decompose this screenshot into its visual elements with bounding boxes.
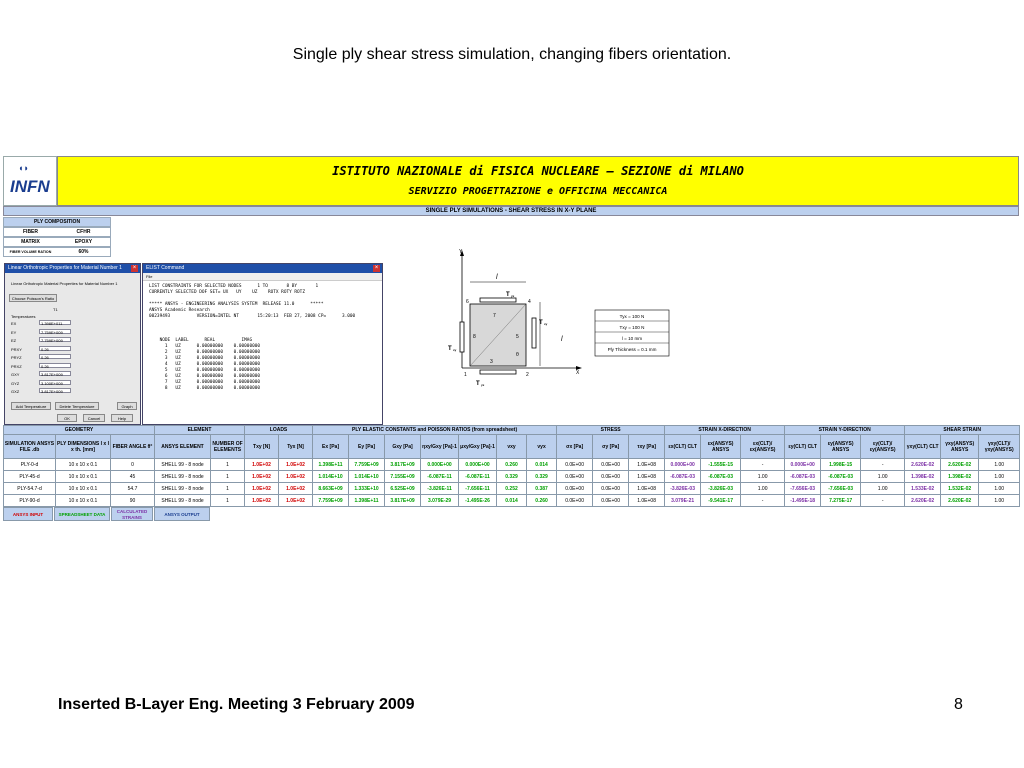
table-cell: -3.826E-03 bbox=[701, 483, 741, 495]
table-cell: -1.555E-15 bbox=[701, 459, 741, 471]
column-header: SIMULATION ANSYS FILE .db bbox=[4, 435, 56, 459]
graph-button[interactable]: Graph bbox=[117, 402, 137, 410]
elist-command-window[interactable] bbox=[142, 263, 383, 425]
material-field-input[interactable]: 3.817E+009 bbox=[39, 388, 71, 393]
table-cell: 1.0E+02 bbox=[245, 495, 279, 507]
table-cell: 1.014E+10 bbox=[349, 471, 385, 483]
column-header: σx [Pa] bbox=[557, 435, 593, 459]
legend-thickness: Ply Thickness = 0.1 mm bbox=[607, 347, 657, 352]
table-cell: 0.329 bbox=[497, 471, 527, 483]
table-cell: 3.079E-29 bbox=[421, 495, 459, 507]
table-cell: -1.495E-18 bbox=[785, 495, 821, 507]
table-cell: SHELL 99 - 8 node bbox=[155, 471, 211, 483]
column-header: FIBER ANGLE θ° bbox=[111, 435, 155, 459]
table-cell: -6.087E-03 bbox=[701, 471, 741, 483]
table-cell: 0.0E+00 bbox=[557, 483, 593, 495]
table-cell: -3.826E-03 bbox=[665, 483, 701, 495]
tau-right-sub: xy bbox=[544, 322, 548, 326]
material-field-input[interactable]: 7.759E+009 bbox=[39, 329, 71, 334]
table-cell: -6.087E-11 bbox=[421, 471, 459, 483]
table-cell: 3.817E+09 bbox=[385, 495, 421, 507]
table-cell: 0.0E+00 bbox=[593, 471, 629, 483]
group-geometry: GEOMETRY bbox=[4, 426, 155, 435]
material-field-input[interactable]: 0.26 bbox=[39, 354, 71, 359]
table-cell: 0.014 bbox=[497, 495, 527, 507]
table-cell: 1.014E+10 bbox=[313, 471, 349, 483]
material-field-label: PRYZ bbox=[11, 355, 22, 360]
table-cell: 1.0E+02 bbox=[279, 495, 313, 507]
column-header: νxy bbox=[497, 435, 527, 459]
table-cell: 1.00 bbox=[861, 471, 905, 483]
logo-mark-icon: ◖◗ bbox=[18, 163, 29, 173]
column-header: εx(ANSYS) ANSYS bbox=[701, 435, 741, 459]
material-properties-window[interactable] bbox=[4, 263, 141, 425]
column-header: ηxy/Gxy [Pa]-1 bbox=[421, 435, 459, 459]
dim-label-side: l bbox=[561, 336, 563, 343]
column-header: Tyx [N] bbox=[279, 435, 313, 459]
table-cell: 1.0E+02 bbox=[279, 471, 313, 483]
table-cell: 1.0E+08 bbox=[629, 459, 665, 471]
table-cell: - bbox=[741, 459, 785, 471]
material-field-label: EX bbox=[11, 321, 17, 326]
node-8: 8 bbox=[473, 334, 476, 340]
table-cell: -3.826E-11 bbox=[421, 483, 459, 495]
results-table bbox=[3, 425, 1020, 507]
table-cell: 0.014 bbox=[527, 459, 557, 471]
table-cell: 0.000E+00 bbox=[459, 459, 497, 471]
column-header: μxy/Gxy [Pa]-1 bbox=[459, 435, 497, 459]
table-cell: PLY-90-d bbox=[4, 495, 56, 507]
table-cell: -6.087E-03 bbox=[665, 471, 701, 483]
table-cell: 0.0E+00 bbox=[557, 471, 593, 483]
elist-titlebar[interactable]: ELIST Command bbox=[143, 264, 382, 273]
legend-ansys-output: ANSYS OUTPUT bbox=[154, 507, 210, 521]
table-cell: 54.7 bbox=[111, 483, 155, 495]
table-cell: SHELL 99 - 8 node bbox=[155, 459, 211, 471]
table-cell: PLY-0-d bbox=[4, 459, 56, 471]
footer-text: Inserted B-Layer Eng. Meeting 3 February 2009 bbox=[58, 696, 415, 713]
column-header: NUMBER OF ELEMENTS bbox=[211, 435, 245, 459]
table-cell: 1.398E-02 bbox=[941, 471, 979, 483]
table-cell: 0.0E+00 bbox=[557, 495, 593, 507]
table-cell: 0.0E+00 bbox=[593, 495, 629, 507]
shear-load-diagram bbox=[440, 246, 680, 394]
table-row bbox=[4, 459, 1020, 471]
material-field-input[interactable]: 0.26 bbox=[39, 363, 71, 368]
node-2: 2 bbox=[526, 372, 529, 378]
column-header: PLY DIMENSIONS l x l x th. [mm] bbox=[56, 435, 111, 459]
table-cell: 1.00 bbox=[741, 471, 785, 483]
table-cell: 1 bbox=[211, 459, 245, 471]
node-5: 5 bbox=[516, 334, 519, 340]
table-cell: -7.656E-03 bbox=[821, 483, 861, 495]
logo-text: INFN bbox=[10, 177, 50, 196]
table-cell: 1.398E+11 bbox=[313, 459, 349, 471]
material-field-input[interactable]: 3.100E+009 bbox=[39, 380, 71, 385]
table-cell: SHELL 99 - 8 node bbox=[155, 495, 211, 507]
table-cell: - bbox=[741, 495, 785, 507]
table-row bbox=[4, 483, 1020, 495]
temperature-column: T1 bbox=[53, 307, 58, 312]
table-cell: 1.0E+02 bbox=[245, 483, 279, 495]
ply-row-volume: FIBER VOLUME RATION 60% bbox=[3, 247, 111, 257]
theta-label: θ bbox=[516, 352, 519, 358]
node-6: 6 bbox=[466, 299, 469, 305]
table-cell: 10 x 10 x 0.1 bbox=[56, 459, 111, 471]
tau-bottom-label: T bbox=[476, 381, 480, 387]
column-header-row bbox=[4, 435, 1020, 459]
file-menu[interactable]: File bbox=[143, 273, 382, 281]
sheet-title: SINGLE PLY SIMULATIONS - SHEAR STRESS IN X-Y PLANE bbox=[3, 206, 1019, 216]
column-header: σy [Pa] bbox=[593, 435, 629, 459]
column-header: εy(CLT) CLT bbox=[785, 435, 821, 459]
column-header: εy(CLT)/εy(ANSYS) bbox=[861, 435, 905, 459]
dim-label-top: l bbox=[496, 274, 498, 281]
table-cell: 10 x 10 x 0.1 bbox=[56, 471, 111, 483]
node-3: 3 bbox=[490, 359, 493, 365]
table-row bbox=[4, 471, 1020, 483]
delete-temperature-button[interactable]: Delete Temperature bbox=[55, 402, 99, 410]
table-cell: 1.00 bbox=[979, 459, 1020, 471]
table-cell: 1.398E-02 bbox=[905, 471, 941, 483]
slide-title: Single ply shear stress simulation, changing fibers orientation. bbox=[292, 46, 732, 63]
table-cell: 1.0E+08 bbox=[629, 471, 665, 483]
column-header: γxy(CLT)/γxy(ANSYS) bbox=[979, 435, 1020, 459]
ok-button[interactable]: OK bbox=[57, 414, 77, 422]
table-cell: 10 x 10 x 0.1 bbox=[56, 495, 111, 507]
table-cell: 1.00 bbox=[979, 483, 1020, 495]
banner-line-1: ISTITUTO NAZIONALE di FISICA NUCLEARE – SEZIONE di MILANO bbox=[332, 164, 744, 178]
institute-banner bbox=[57, 156, 1019, 206]
table-row bbox=[4, 495, 1020, 507]
node-4: 4 bbox=[528, 299, 531, 305]
table-cell: 0.329 bbox=[527, 471, 557, 483]
table-cell: -9.541E-17 bbox=[701, 495, 741, 507]
group-stress: STRESS bbox=[557, 426, 665, 435]
column-header: εx(CLT)/εx(ANSYS) bbox=[741, 435, 785, 459]
table-cell: -6.087E-03 bbox=[821, 471, 861, 483]
table-cell: 1.0E+08 bbox=[629, 495, 665, 507]
table-cell: SHELL 99 - 8 node bbox=[155, 483, 211, 495]
table-cell: 1.398E+11 bbox=[349, 495, 385, 507]
table-cell: 0.0E+00 bbox=[593, 483, 629, 495]
add-temperature-button[interactable]: Add Temperature bbox=[11, 402, 51, 410]
table-cell: 1.533E-02 bbox=[905, 483, 941, 495]
ply-composition bbox=[3, 217, 111, 257]
table-cell: 7.155E+09 bbox=[385, 471, 421, 483]
table-cell: 1.333E+10 bbox=[349, 483, 385, 495]
material-field-label: EY bbox=[11, 329, 17, 335]
column-header: Ex [Pa] bbox=[313, 435, 349, 459]
tau-top-label: T bbox=[506, 292, 510, 298]
table-cell: PLY-45-d bbox=[4, 471, 56, 483]
node-1: 1 bbox=[464, 372, 467, 378]
group-element: ELEMENT bbox=[155, 426, 245, 435]
table-cell: 1.532E-02 bbox=[941, 483, 979, 495]
table-cell: 2.620E-02 bbox=[905, 459, 941, 471]
table-cell: 7.759E+09 bbox=[313, 495, 349, 507]
table-cell: 1.00 bbox=[979, 471, 1020, 483]
material-field-label: GYZ bbox=[11, 380, 20, 386]
node-7: 7 bbox=[493, 313, 496, 319]
page-number: 8 bbox=[954, 696, 963, 713]
infn-logo bbox=[3, 156, 57, 206]
group-strain-y: STRAIN Y-DIRECTION bbox=[785, 426, 905, 435]
group-strain-x: STRAIN X-DIRECTION bbox=[665, 426, 785, 435]
table-cell: 1.00 bbox=[741, 483, 785, 495]
table-cell: 0.260 bbox=[527, 495, 557, 507]
material-field-input[interactable]: 7.759E+009 bbox=[39, 337, 71, 342]
table-cell: 8.663E+09 bbox=[313, 483, 349, 495]
cancel-button[interactable]: Cancel bbox=[83, 414, 105, 422]
table-cell: 2.620E-02 bbox=[941, 495, 979, 507]
table-cell: - bbox=[861, 495, 905, 507]
table-cell: 7.759E+09 bbox=[349, 459, 385, 471]
legend-ansys-input: ANSYS INPUT bbox=[3, 507, 53, 521]
legend-spreadsheet-data: SPREADSHEET DATA bbox=[54, 507, 110, 521]
column-header: τxy [Pa] bbox=[629, 435, 665, 459]
ply-row-matrix: MATRIX EPOXY bbox=[3, 237, 111, 247]
table-cell: 0.000E+00 bbox=[665, 459, 701, 471]
table-cell: 10 x 10 x 0.1 bbox=[56, 483, 111, 495]
table-cell: -7.656E-03 bbox=[785, 483, 821, 495]
tau-bottom-sub: yx bbox=[481, 383, 485, 387]
table-cell: -1.495E-26 bbox=[459, 495, 497, 507]
material-window-subtitle: Linear Orthotropic Material Properties for Material Number 1 bbox=[11, 281, 118, 286]
help-button[interactable]: Help bbox=[111, 414, 133, 422]
table-cell: 0.0E+00 bbox=[557, 459, 593, 471]
column-header: Txy [N] bbox=[245, 435, 279, 459]
table-cell: -6.087E-11 bbox=[459, 471, 497, 483]
column-header: γxy(CLT) CLT bbox=[905, 435, 941, 459]
ply-composition-header: PLY COMPOSITION bbox=[3, 217, 111, 227]
close-icon[interactable]: × bbox=[132, 265, 137, 271]
tau-left-label: T bbox=[448, 346, 452, 352]
column-header: εy(ANSYS) ANSYS bbox=[821, 435, 861, 459]
legend-txy: Txy = 100 N bbox=[619, 325, 645, 330]
group-elastic: PLY ELASTIC CONSTANTS and POISSON RATIOS (from spreadsheet) bbox=[313, 426, 557, 435]
y-axis-label: Y bbox=[459, 249, 463, 255]
table-cell: 6.525E+09 bbox=[385, 483, 421, 495]
table-cell: 1 bbox=[211, 471, 245, 483]
banner-line-2: SERVIZIO PROGETTAZIONE e OFFICINA MECCANICA bbox=[408, 186, 668, 197]
column-header: γxy(ANSYS) ANSYS bbox=[941, 435, 979, 459]
material-field-label: EZ bbox=[11, 338, 17, 343]
table-cell: 1.0E+02 bbox=[245, 471, 279, 483]
column-header: Ey [Pa] bbox=[349, 435, 385, 459]
material-window-titlebar[interactable]: Linear Orthotropic Properties for Material Number 1 bbox=[5, 264, 140, 273]
table-cell: 1.0E+08 bbox=[629, 483, 665, 495]
table-cell: 1.0E+02 bbox=[245, 459, 279, 471]
table-cell: 1.0E+02 bbox=[279, 459, 313, 471]
material-field-label: PRXZ bbox=[11, 363, 22, 369]
table-cell: 3.817E+09 bbox=[385, 459, 421, 471]
group-loads: LOADS bbox=[245, 426, 313, 435]
legend-length: l = 10 mm bbox=[621, 336, 643, 341]
tau-right-label: T bbox=[539, 320, 543, 326]
table-cell: - bbox=[861, 459, 905, 471]
table-cell: 0.000E+00 bbox=[785, 459, 821, 471]
table-cell: 0.252 bbox=[497, 483, 527, 495]
column-header: εx(CLT) CLT bbox=[665, 435, 701, 459]
table-cell: 2.620E-02 bbox=[905, 495, 941, 507]
material-field-label: GXZ bbox=[11, 389, 20, 394]
group-header-row bbox=[4, 426, 1020, 435]
table-cell: 0.0E+00 bbox=[593, 459, 629, 471]
tau-top-sub: yx bbox=[511, 294, 515, 298]
table-cell: 1.0E+02 bbox=[279, 483, 313, 495]
table-cell: 7.275E-17 bbox=[821, 495, 861, 507]
group-shear-strain: SHEAR STRAIN bbox=[905, 426, 1020, 435]
ply-row-fiber: FIBER CFHR bbox=[3, 227, 111, 237]
table-cell: 0.000E+00 bbox=[421, 459, 459, 471]
x-axis-label: X bbox=[576, 370, 580, 376]
table-cell: -7.656E-11 bbox=[459, 483, 497, 495]
table-cell: PLY-54.7-d bbox=[4, 483, 56, 495]
material-field-label: PRXY bbox=[11, 346, 22, 352]
table-cell: 1.998E-15 bbox=[821, 459, 861, 471]
table-cell: 1.00 bbox=[979, 495, 1020, 507]
table-cell: 1.00 bbox=[861, 483, 905, 495]
elist-output-text: LIST CONSTRAINTS FOR SELECTED NODES 1 TO 8 BY 1 CURRENTLY SELECTED DOF SET= UX UY UZ ROTX ROTY ROTZ ***** ANSYS - ENGINEERING ANALYSIS SYSTEM RELEASE 11.0 ***** ANSYS Academic Research 00239493 VERSION=INTEL NT 15:20:13 FEB 27, 2008 CP= 3.000 NODE LABEL REAL IMAG 1 UZ 0.00000000 0.00000000 2 UZ 0.00000000 0.00000000 3 UZ 0.00000000 0.00000000 4 UZ 0.00000000 0.00000000 5 UZ 0.00000000 0.00000000 6 UZ 0.00000000 0.00000000 7 UZ 0.00000000 0.00000000 8 UZ 0.00000000 0.00000000 bbox=[149, 284, 356, 391]
table-cell: 2.620E-02 bbox=[941, 459, 979, 471]
table-cell: 1 bbox=[211, 495, 245, 507]
table-cell: 0.387 bbox=[527, 483, 557, 495]
material-field-label: GXY bbox=[11, 372, 20, 377]
column-header: νyx bbox=[527, 435, 557, 459]
table-cell: 1 bbox=[211, 483, 245, 495]
table-cell: 3.079E-21 bbox=[665, 495, 701, 507]
table-cell: 90 bbox=[111, 495, 155, 507]
legend-tyx: Tyx = 100 N bbox=[619, 314, 645, 319]
material-field-input[interactable]: 1.398E+011 bbox=[39, 320, 71, 325]
tau-left-sub: xy bbox=[453, 348, 457, 352]
column-header: ANSYS ELEMENT bbox=[155, 435, 211, 459]
close-icon[interactable]: × bbox=[374, 265, 379, 271]
table-cell: -6.087E-03 bbox=[785, 471, 821, 483]
table-cell: 0.260 bbox=[497, 459, 527, 471]
table-cell: 0 bbox=[111, 459, 155, 471]
material-field-input[interactable]: 0.26 bbox=[39, 346, 71, 351]
legend-calculated-strains: CALCULATED STRAINS bbox=[111, 507, 153, 521]
column-header: Gxy [Pa] bbox=[385, 435, 421, 459]
temperatures-label: Temperatures bbox=[11, 314, 36, 319]
material-field-input[interactable]: 3.817E+009 bbox=[39, 371, 71, 376]
choose-poisson-button[interactable]: Choose Poisson's Ratio bbox=[9, 294, 57, 302]
table-cell: 45 bbox=[111, 471, 155, 483]
